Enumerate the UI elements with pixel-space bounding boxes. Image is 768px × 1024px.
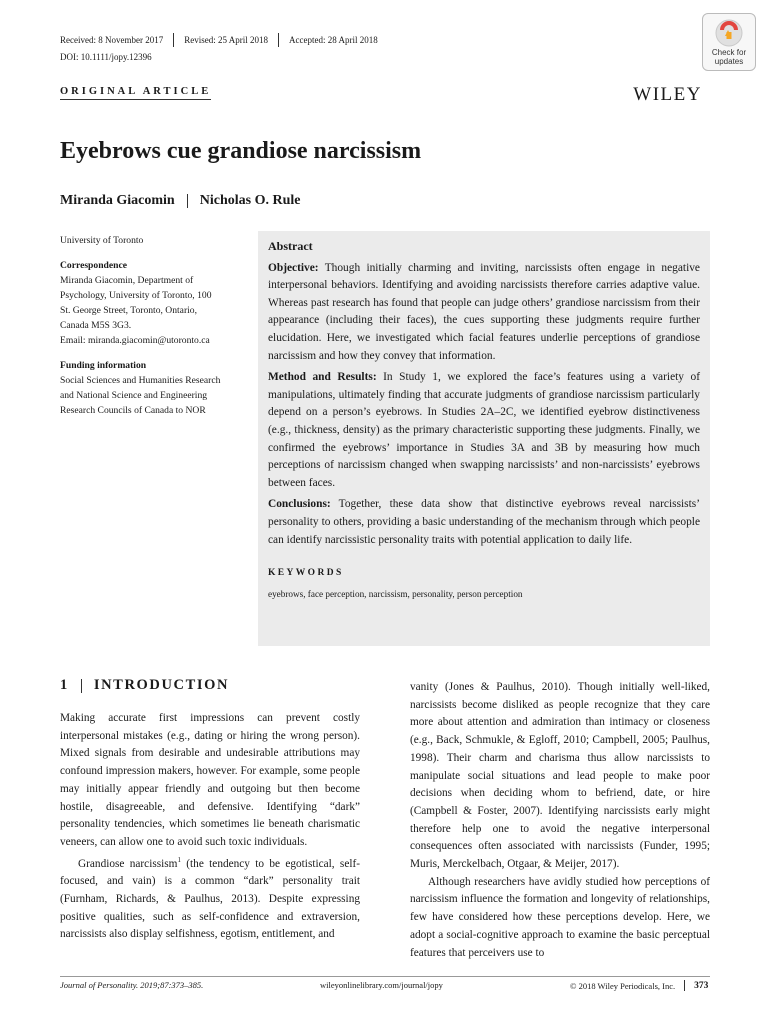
check-updates-line2: updates — [714, 57, 744, 66]
body-paragraph: Making accurate first impressions can prevent costly interpersonal mistakes (e.g., dating or hiring the wrong person). Mixed signals from desirable and undesirable attributions may confound impression makers, however. For example, some people may initially appear friendly and outgoing but then become hostile, disagreeable, and defensive. Identifying “dark” personality tendencies, which sometimes lie beneath charismatic veneers, can allow one to avoid such toxic individuals. — [60, 712, 360, 848]
funding-line: Research Councils of Canada to NOR — [60, 405, 206, 416]
divider — [81, 679, 82, 693]
objective-label: Objective: — [268, 261, 319, 274]
correspondence-heading: Correspondence — [60, 260, 127, 271]
article-dates — [60, 33, 378, 47]
body-column-left — [60, 710, 360, 944]
doi[interactable]: DOI: 10.1111/jopy.12396 — [60, 52, 152, 62]
author-list — [60, 193, 300, 209]
check-updates-icon — [714, 18, 744, 48]
accepted-date: Accepted: 28 April 2018 — [288, 35, 378, 45]
journal-citation: Journal of Personality. 2019;87:373–385. — [60, 980, 204, 990]
conclusions-text: Together, these data show that distinctive eyebrows reveal narcissists’ personality to others, providing a basic understanding of the mechanism through which people can identify narcissistic personality traits with potential application to daily life. — [268, 498, 700, 546]
funding-line: Social Sciences and Humanities Research — [60, 375, 221, 386]
correspondence-line: Canada M5S 3G3. — [60, 320, 132, 331]
method-label: Method and Results: — [268, 371, 377, 384]
divider — [187, 194, 188, 208]
revised-date: Revised: 25 April 2018 — [184, 35, 268, 45]
divider — [173, 33, 174, 47]
affiliation: University of Toronto — [60, 235, 144, 246]
objective-text: Though initially charming and inviting, narcissists often engage in negative interpersonal behaviors. Identifying and avoiding narcissists therefore carries adaptive value. Whereas past research has found that people can judge others’ grandiose narcissism from their appearance (including their faces), the cues supporting these judgments require further elucidation. Here, we investigated which facial features underlie perceptions of grandiose narcissism and how they convey that information. — [268, 261, 700, 362]
journal-website-link[interactable]: wileyonlinelibrary.com/journal/jopy — [320, 980, 443, 990]
correspondence-line: Psychology, University of Toronto, 100 — [60, 290, 212, 301]
check-for-updates-badge[interactable] — [702, 13, 756, 71]
body-paragraph: Although researchers have avidly studied how perceptions of narcissism influence the formation and longevity of relationships, few have considered how these perceptions develop. Here, we adopt a social-cognitive approach to examine the basic perceptual features that perceivers use to — [410, 875, 710, 959]
author-link[interactable]: Nicholas O. Rule — [199, 193, 301, 208]
article-info-sidebar — [60, 233, 250, 418]
page-footer — [60, 976, 710, 991]
funding-heading: Funding information — [60, 360, 147, 371]
copyright-block — [570, 980, 708, 991]
footnote-marker[interactable]: 1 — [177, 855, 181, 864]
section-heading-introduction — [60, 677, 229, 694]
check-updates-line1: Check for — [711, 48, 747, 57]
article-title: Eyebrows cue grandiose narcissism — [60, 138, 422, 164]
conclusions-label: Conclusions: — [268, 498, 331, 511]
funding-line: and National Science and Engineering — [60, 390, 208, 401]
abstract-box — [258, 231, 710, 646]
divider — [278, 33, 279, 47]
divider — [684, 980, 685, 991]
method-text: In Study 1, we explored the face’s features using a variety of manipulations, ultimately finding that accurate judgments of grandiose narcissism particularly depend on a person’s eyebrows. In Studies 2A–2C, we identified eyebrow distinctiveness (e.g., thickness, density) as the primary characteristic supporting these judgments. Finally, we confirmed the eyebrows’ importance in Studies 3A and 3B by measuring how much perceptions of narcissism changed when swapping narcissists’ and non-narcissists’ eyebrows between faces. — [268, 371, 700, 489]
body-paragraph: vanity (Jones & Paulhus, 2010). Though initially well-liked, narcissists become disliked as people recognize that they care more about attention and admiration than intimacy or closeness (e.g., Back, Schmukle, & Egloff, 2010; Campbell, 2005; Paulhus, 1998). Their charm and charisma thus allow narcissists to manipulate social situations and lead people to make poor decisions when deciding whom to befriend, date, or hire (Campbell & Foster, 2007). Identifying narcissists early might therefore help one to avoid the negative interpersonal consequences often associated with narcissists (Funder, 1995; Muris, Merckelbach, Otgaar, & Meijer, 2017). — [410, 681, 710, 871]
section-tag: ORIGINAL ARTICLE — [60, 86, 212, 97]
received-date: Received: 8 November 2017 — [60, 35, 164, 45]
abstract-conclusions — [268, 496, 700, 549]
body-paragraph: Grandiose narcissism$^1$ (the tendency to be egotistical, self-focused, and vain) is a common “dark” personality trait (Furnham, Richards, & Paulhus, 2013). Despite expressing positive qualities, such as self-confidence and extraversion, narcissists also display selfishness, egotism, entitlement, and — [60, 855, 360, 941]
abstract-method — [268, 369, 700, 492]
author-link[interactable]: Miranda Giacomin — [60, 193, 175, 208]
body-column-right — [410, 679, 710, 962]
correspondence-line: St. George Street, Toronto, Ontario, — [60, 305, 197, 316]
section-title: INTRODUCTION — [93, 677, 230, 693]
publisher-logo: WILEY — [633, 84, 702, 105]
correspondence-line: Miranda Giacomin, Department of — [60, 275, 194, 286]
abstract-objective — [268, 260, 700, 366]
copyright: © 2018 Wiley Periodicals, Inc. — [570, 980, 676, 991]
correspondence-email[interactable]: Email: miranda.giacomin@utoronto.ca — [60, 335, 210, 346]
section-number: 1 — [60, 677, 69, 693]
keywords-heading: KEYWORDS — [268, 568, 344, 579]
keywords-list: eyebrows, face perception, narcissism, personality, person perception — [268, 588, 523, 599]
abstract-heading: Abstract — [268, 239, 313, 253]
page-number: 373 — [694, 980, 709, 991]
